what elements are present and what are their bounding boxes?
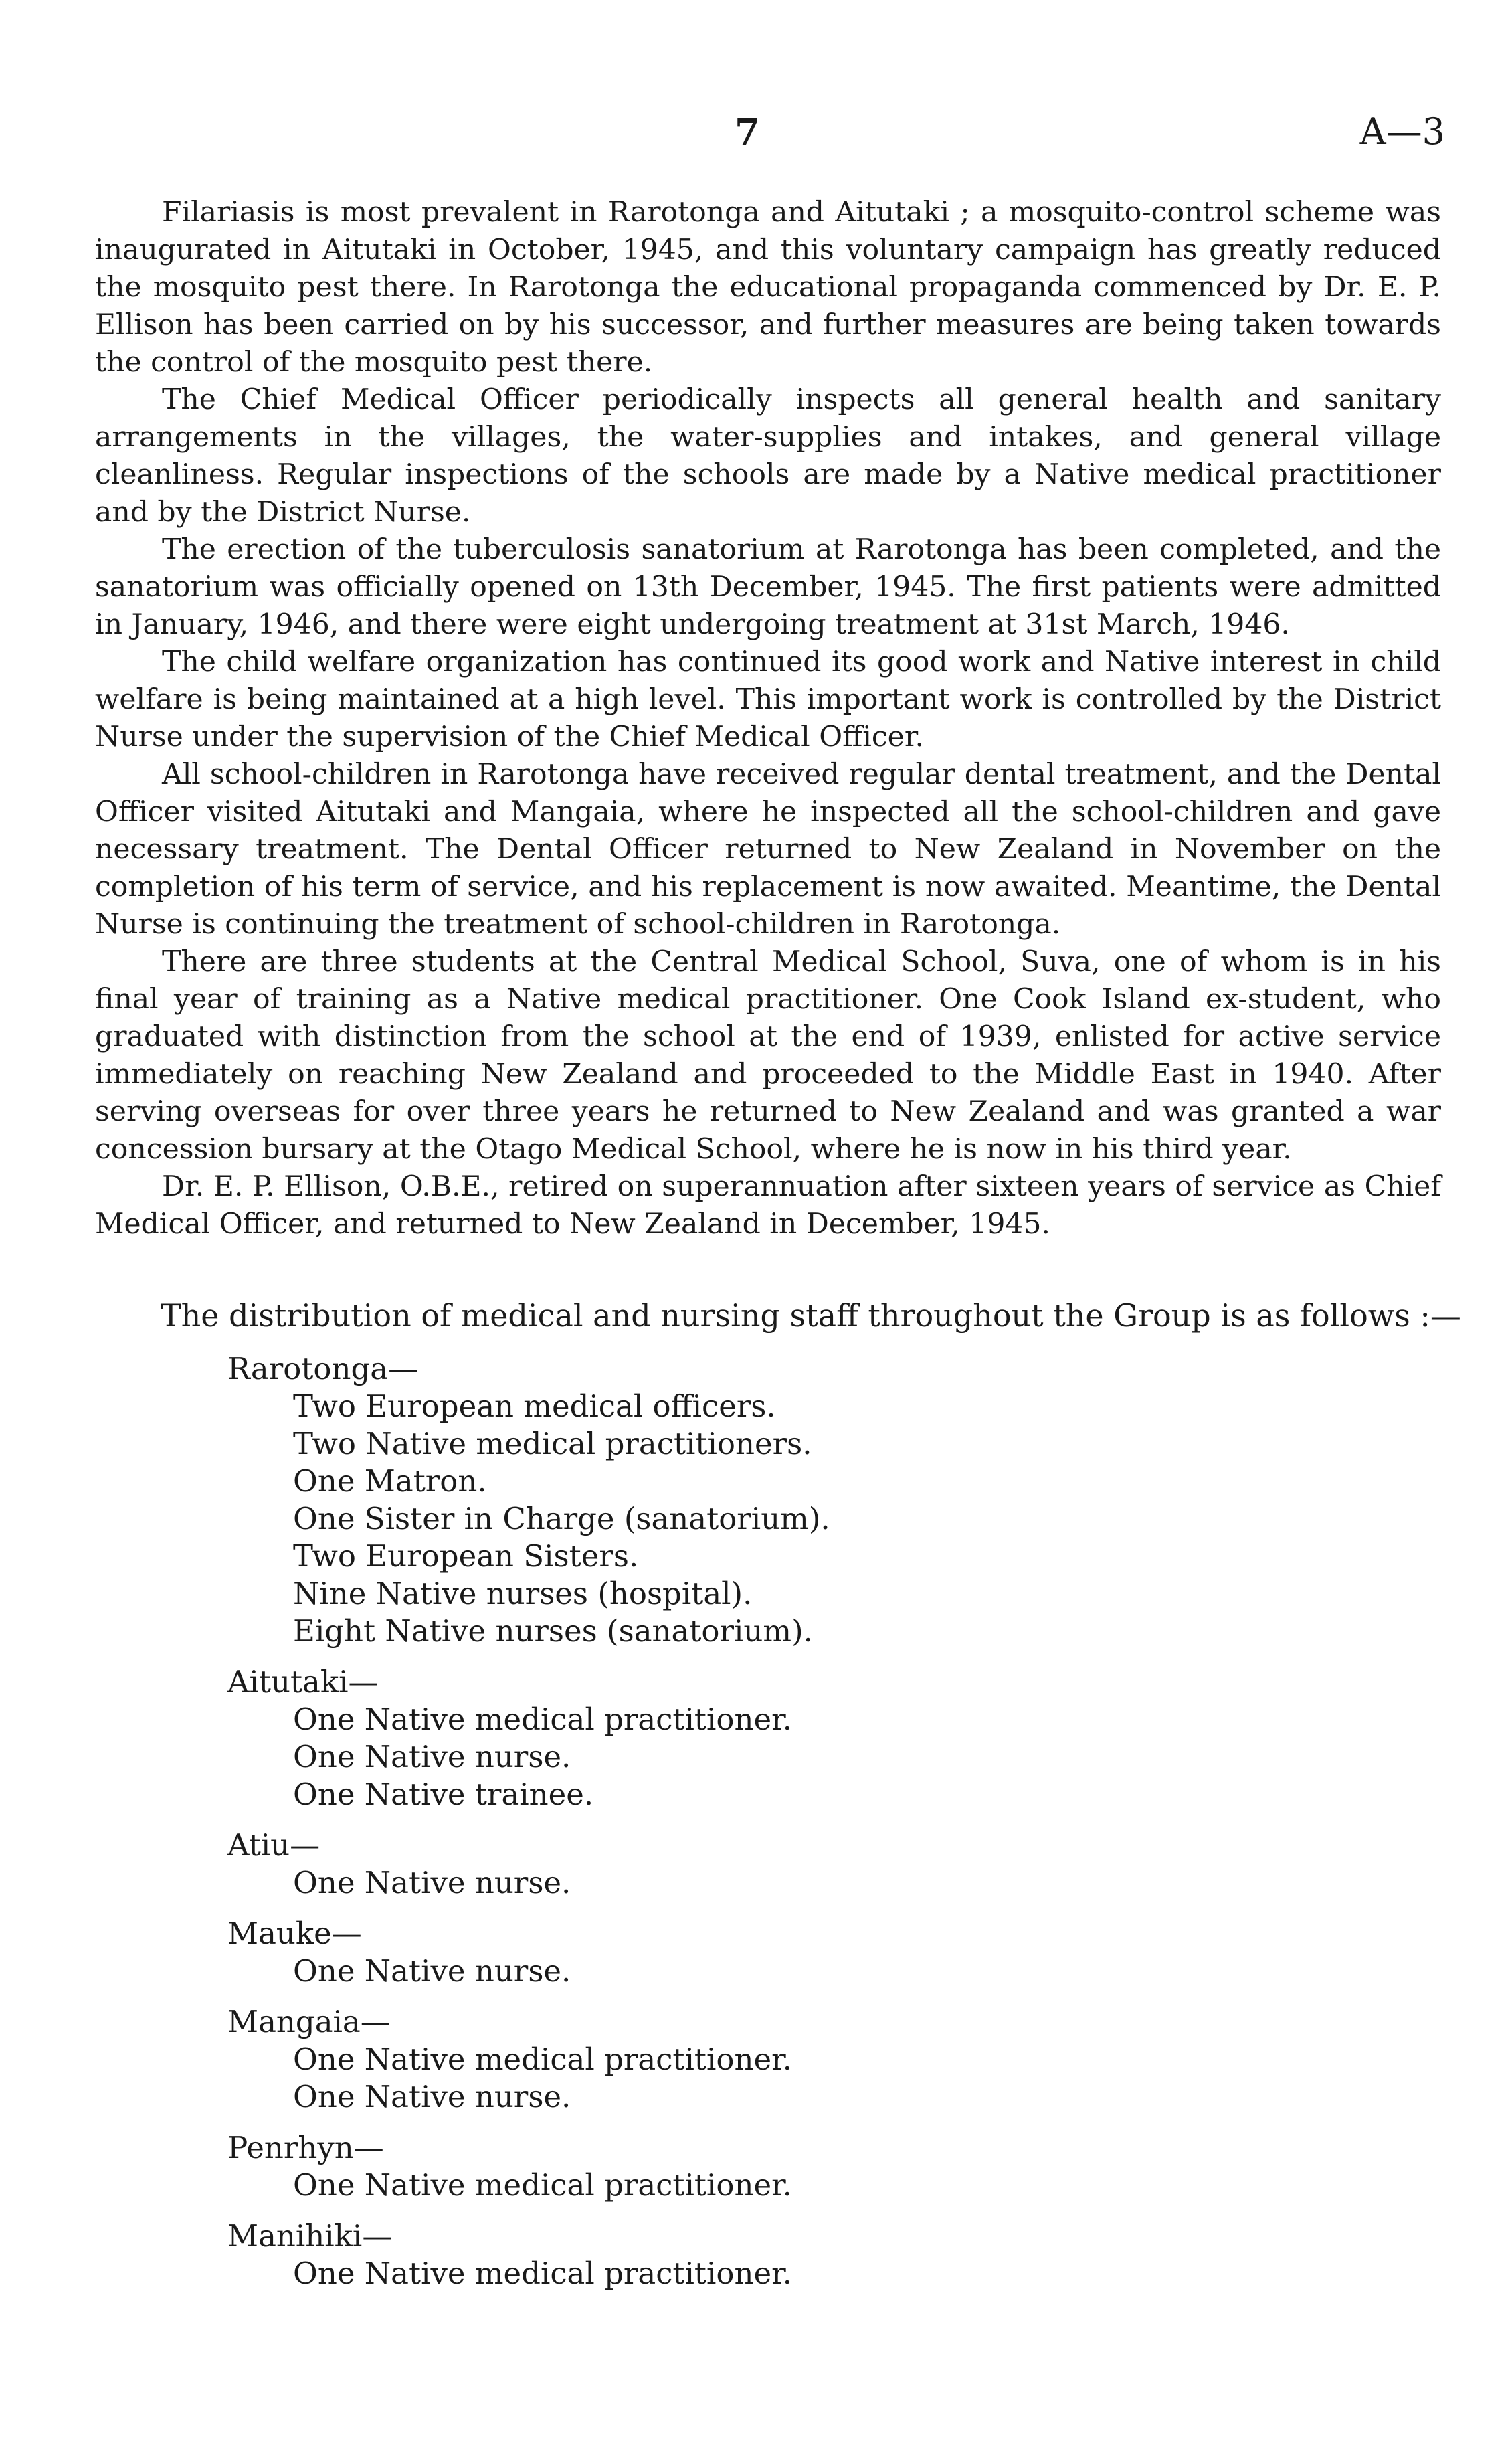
location-name: Rarotonga—	[227, 1351, 419, 1386]
staff-entry: Two European Sisters.	[293, 1538, 639, 1574]
staff-entry: One Native medical practitioner.	[293, 2256, 792, 2291]
staff-entry: Nine Native nurses (hospital).	[293, 1576, 753, 1611]
staff-entry: One Native medical practitioner.	[293, 2167, 792, 2203]
staff-entries	[227, 1864, 830, 1902]
staff-entry: One Native trainee.	[293, 1777, 594, 1812]
staff-entries	[227, 2167, 830, 2204]
staff-entries	[227, 1701, 830, 1813]
location-atiu	[227, 1827, 830, 1902]
location-name: Manihiki—	[227, 2218, 393, 2254]
paragraph-retirement: Dr. E. P. Ellison, O.B.E., retired on superannuation after sixteen years of service as Chief Medical Officer, and returned to New Zealand in December, 1945.	[95, 1170, 1441, 1241]
staff-entries	[227, 1388, 830, 1650]
location-manihiki	[227, 2217, 830, 2292]
page-header	[0, 110, 1512, 157]
paragraph-sanitary-inspections: The Chief Medical Officer periodically inspects all general health and sanitary arrangements in the villages, the water-supplies and intakes, and general village cleanliness. Regular inspections of the schools are made by a Native medical practitioner and by the District Nurse.	[95, 383, 1441, 529]
paragraph-filariasis: Filariasis is most prevalent in Rarotonga and Aitutaki ; a mosquito-control scheme was inaugurated in Aitutaki in October, 1945, and this voluntary campaign has greatly reduced the mosquito pest there. In Rarotonga the educational propaganda commenced by Dr. E. P. Ellison has been carried on by his successor, and further measures are being taken towards the control of the mosquito pest there.	[95, 196, 1441, 379]
paragraph-dental: All school-children in Rarotonga have received regular dental treatment, and the Dental Officer visited Aitutaki and Mangaia, where he inspected all the school-children and gave necessary treatment. The Dental Officer returned to New Zealand in November on the completion of his term of service, and his replacement is now awaited. Meantime, the Dental Nurse is continuing the treatment of school-children in Rarotonga.	[95, 758, 1441, 941]
page-number: 7	[735, 110, 760, 153]
paragraph-sanatorium: The erection of the tuberculosis sanatorium at Rarotonga has been completed, and the sanatorium was officially opened on 13th December, 1945. The first patients were admitted in January, 1946, and there were eight undergoing treatment at 31st March, 1946.	[95, 533, 1441, 641]
staff-entry: One Native nurse.	[293, 1953, 571, 1989]
location-mangaia	[227, 2003, 830, 2116]
staff-entries	[227, 1953, 830, 1990]
location-mauke	[227, 1915, 830, 1990]
staff-entry: One Native nurse.	[293, 1739, 571, 1775]
document-code: A—3	[1359, 110, 1445, 153]
staff-entry: Two Native medical practitioners.	[293, 1426, 812, 1461]
staff-entry: Eight Native nurses (sanatorium).	[293, 1613, 813, 1649]
paragraph-medical-students: There are three students at the Central Medical School, Suva, one of whom is in his final year of training as a Native medical practitioner. One Cook Island ex-student, who graduated with distinction from the school at the end of 1939, enlisted for active service immediately on reaching New Zealand and proceeded to the Middle East in 1940. After serving overseas for over three years he returned to New Zealand and was granted a war concession bursary at the Otago Medical School, where he is now in his third year.	[95, 945, 1441, 1166]
staff-entry: One Matron.	[293, 1463, 487, 1499]
staff-distribution-list	[227, 1350, 830, 2306]
location-name: Penrhyn—	[227, 2130, 384, 2165]
staff-entry: One Native medical practitioner.	[293, 2041, 792, 2077]
location-name: Atiu—	[227, 1827, 320, 1863]
staff-entries	[227, 2255, 830, 2292]
staff-entry: One Native medical practitioner.	[293, 1702, 792, 1737]
staff-entry: One Native nurse.	[293, 1865, 571, 1900]
staff-entry: One Native nurse.	[293, 2079, 571, 2114]
body-text	[95, 194, 1441, 1243]
location-penrhyn	[227, 2129, 830, 2204]
location-aitutaki	[227, 1663, 830, 1813]
location-name: Mauke—	[227, 1916, 362, 1951]
staff-intro: The distribution of medical and nursing staff throughout the Group is as follows :—	[161, 1297, 1461, 1334]
location-name: Mangaia—	[227, 2004, 391, 2039]
location-rarotonga	[227, 1350, 830, 1650]
location-name: Aitutaki—	[227, 1664, 379, 1700]
paragraph-child-welfare: The child welfare organization has continued its good work and Native interest in child welfare is being maintained at a high level. This important work is controlled by the District Nurse under the supervision of the Chief Medical Officer.	[95, 646, 1441, 753]
staff-entry: One Sister in Charge (sanatorium).	[293, 1501, 830, 1536]
staff-entries	[227, 2041, 830, 2116]
staff-entry: Two European medical officers.	[293, 1388, 776, 1424]
